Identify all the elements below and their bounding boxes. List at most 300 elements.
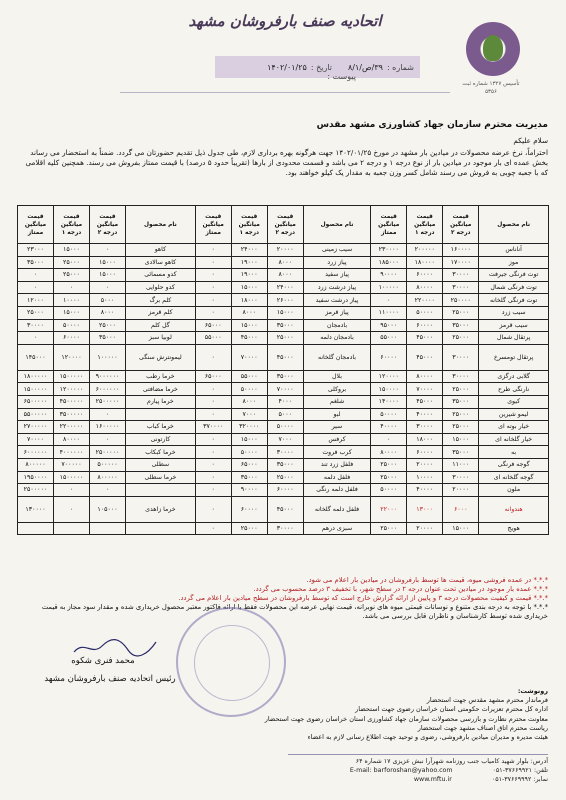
col-header-name: نام محصول — [303, 206, 371, 244]
price-cell: ۰ — [90, 244, 126, 257]
product-name-cell: کلم برگ — [126, 294, 196, 307]
col-header-deg1: قیمت میانگین درجه ۱ — [231, 206, 267, 244]
price-cell: ۷۰۰۰۰ — [267, 383, 303, 396]
table-row — [18, 395, 549, 408]
price-cell: ۴۵۰۰۰ — [231, 332, 267, 345]
price-cell: ۱۵۰۰۰ — [443, 522, 479, 535]
price-cell: ۵۰۰۰۰ — [54, 319, 90, 332]
product-name-cell: توت فرنگی جیرفت — [479, 269, 549, 282]
price-cell: ۲۵۰۰۰۰۰ — [90, 395, 126, 408]
product-name-cell: توت فرنگی شمال — [479, 281, 549, 294]
price-cell: ۰ — [195, 433, 231, 446]
price-cell: ۵۰۰۰ — [90, 294, 126, 307]
product-name-cell: پرتقال تومسرخ — [479, 344, 549, 370]
price-cell: ۵۵۰۰۰ — [371, 332, 407, 345]
product-name-cell: گل کلم — [126, 319, 196, 332]
price-cell: ۶۵۰۰۰۰۰ — [18, 395, 54, 408]
table-row — [18, 306, 549, 319]
price-cell: ۴۰۰۰۰ — [407, 408, 443, 421]
product-name-cell: هویج — [479, 522, 549, 535]
price-cell: ۰ — [90, 433, 126, 446]
price-cell: ۰ — [195, 471, 231, 484]
price-cell: ۲۲۰۰۰۰۰ — [54, 421, 90, 434]
price-cell: ۰ — [195, 408, 231, 421]
table-row — [18, 281, 549, 294]
product-name-cell: بادمجان — [303, 319, 371, 332]
logo-subtext: تأسیس ۱۳۲۷ شماره ثبت ۵۳۵۶ — [462, 81, 520, 95]
col-header-deg2: قیمت میانگین درجه ۲ — [90, 206, 126, 244]
price-cell: ۲۳۰۰۰۰ — [371, 244, 407, 257]
price-cell: ۰ — [54, 496, 90, 522]
price-cell: ۶۰۰۰۰۰۰ — [18, 446, 54, 459]
price-cell: ۴۵۰۰۰ — [407, 344, 443, 370]
product-name-cell: بروکلی — [303, 383, 371, 396]
footer-contact-row — [18, 775, 548, 784]
price-cell: ۶۰۰۰ — [443, 496, 479, 522]
table-row — [18, 269, 549, 282]
price-cell: ۸۰۰۰ — [90, 306, 126, 319]
table-row — [18, 433, 549, 446]
product-name-cell: پیاز قرمز — [303, 306, 371, 319]
table-row — [18, 408, 549, 421]
price-cell: ۷۰۰۰۰ — [18, 433, 54, 446]
price-cell: ۷۰۰۰۰ — [231, 344, 267, 370]
price-cell: ۰ — [18, 281, 54, 294]
price-cell — [18, 522, 54, 535]
price-cell: ۰ — [195, 496, 231, 522]
price-cell: ۲۵۰۰۰ — [90, 319, 126, 332]
cc-line: ریاست محترم اتاق اصناف مشهد جهت استحضار — [417, 723, 548, 732]
number-value: ۳۹/ص/۸/۱ — [347, 62, 383, 72]
signatory-title: رئیس اتحادیه صنف بارفروشان مشهد — [44, 674, 176, 684]
price-cell: ۰ — [195, 281, 231, 294]
product-name-cell: خیار گلخانه ای — [479, 433, 549, 446]
product-name-cell: سطلی — [126, 458, 196, 471]
price-cell: ۳۵۰۰۰ — [443, 395, 479, 408]
price-cell: ۱۹۵۰۰۰۰ — [18, 471, 54, 484]
footer-web: www.mftu.ir — [413, 776, 452, 783]
price-cell: ۰ — [90, 281, 126, 294]
price-cell: ۲۵۰۰۰۰۰ — [90, 446, 126, 459]
brand-title: اتحادیه صنف بارفروشان مشهد — [188, 12, 382, 30]
product-name-cell: کدو حلوایی — [126, 281, 196, 294]
product-name-cell: پرتقال شمال — [479, 332, 549, 345]
price-cell: ۰ — [195, 256, 231, 269]
price-cell: ۱۰۰۰۰۰ — [371, 281, 407, 294]
col-header-name: نام محصول — [479, 206, 549, 244]
price-cell: ۴۵۰۰۰۰۰ — [54, 395, 90, 408]
product-name-cell: هندوانه — [479, 496, 549, 522]
table-row — [18, 294, 549, 307]
price-cell: ۴۵۰۰۰ — [267, 496, 303, 522]
product-name-cell: سیر — [303, 421, 371, 434]
product-name-cell — [126, 484, 196, 497]
price-cell: ۱۵۰۰۰ — [54, 244, 90, 257]
price-cell: ۰ — [195, 294, 231, 307]
price-cell: ۳۵۰۰۰ — [443, 446, 479, 459]
price-cell: ۱۵۰۰۰ — [90, 269, 126, 282]
price-cell: ۴۰۰۰ — [267, 395, 303, 408]
price-cell: ۲۵۰۰۰ — [54, 256, 90, 269]
product-name-cell: کرب فروت — [303, 446, 371, 459]
price-cell: ۰ — [195, 395, 231, 408]
col-header-deg1: قیمت میانگین درجه ۱ — [54, 206, 90, 244]
price-cell — [54, 522, 90, 535]
price-cell: ۱۹۰۰۰ — [231, 269, 267, 282]
product-name-cell: لوبیا سبز — [126, 332, 196, 345]
price-cell: ۰ — [195, 458, 231, 471]
price-cell: ۳۰۰۰۰ — [443, 471, 479, 484]
price-cell: ۶۰۰۰۰ — [54, 332, 90, 345]
price-cell: ۵۰۰۰۰۰ — [90, 458, 126, 471]
price-cell: ۲۵۰۰۰ — [18, 306, 54, 319]
price-cell: ۸۰۰۰ — [231, 395, 267, 408]
price-cell: ۰ — [195, 244, 231, 257]
product-name-cell: پیاز سفید — [303, 269, 371, 282]
date-value: ۱۴۰۲/۰۱/۲۵ — [267, 62, 307, 72]
price-cell: ۲۲۰۰۰ — [371, 496, 407, 522]
price-cell: ۷۰۰۰۰۰ — [54, 458, 90, 471]
price-cell: ۶۰۰۰۰ — [231, 496, 267, 522]
price-cell: ۳۵۰۰۰ — [231, 471, 267, 484]
signatory-name: محمد فنری شکوه — [71, 656, 135, 666]
price-cell: ۲۵۰۰۰ — [54, 269, 90, 282]
price-cell: ۲۵۰۰۰۰۰ — [18, 484, 54, 497]
table-row — [18, 522, 549, 535]
price-cell: ۱۹۰۰۰ — [231, 256, 267, 269]
attachment-row — [215, 72, 420, 86]
price-cell: ۱۸۰۰۰۰۰ — [18, 370, 54, 383]
price-cell: ۶۰۰۰۰ — [407, 446, 443, 459]
price-cell: ۸۰۰۰۰ — [407, 370, 443, 383]
price-cell: ۳۵۰۰۰ — [267, 319, 303, 332]
product-name-cell: لیمونترش سنگی — [126, 344, 196, 370]
price-cell: ۲۵۰۰۰ — [371, 522, 407, 535]
price-cell: ۰ — [195, 522, 231, 535]
price-cell: ۳۵۰۰۰ — [18, 256, 54, 269]
letterhead — [0, 6, 566, 106]
product-name-cell: گوجه گلخانه ای — [479, 471, 549, 484]
product-name-cell: خرما مضافتی — [126, 383, 196, 396]
cc-line: اداره کل محترم تعزیرات حکومتی استان خراسان رضوی جهت استحضار — [355, 705, 548, 714]
price-cell: ۵۰۰۰۰ — [407, 306, 443, 319]
price-cell: ۱۰۰۰۰۰ — [90, 344, 126, 370]
intro-paragraph: احتراماً، نرخ عرضه محصولات در میادین بار مشهد در مورخ ۱۴۰۲/۰۱/۲۵ جهت هرگونه بهره برداری لازم، طی جدول ذیل تقدیم حضورتان می گردد. ضمناً به استحضار می رساند بخش عمده ای بار موجود در میادین بار از نوع درجه ۱ و درجه ۲ می باشد و قسمت محدودی از بارها (تقریباً حدود ۵ درصد) با قیمت ممتاز بفروش می رسند. همچنین کلیه اقلامی که با جعبه چوبی به فروش می رسند شامل کسر وزن جعبه به مقدار یک کیلو خواهند بود. — [25, 148, 548, 178]
price-cell: ۵۰۰۰۰ — [231, 383, 267, 396]
product-name-cell — [126, 408, 196, 421]
price-cell: ۰ — [90, 484, 126, 497]
product-name-cell: کارتونی — [126, 433, 196, 446]
attachment-label: پیوست : — [327, 72, 356, 81]
product-name-cell: بادمجان دلمه — [303, 332, 371, 345]
price-cell: ۶۰۰۰۰ — [267, 484, 303, 497]
price-cell: ۹۵۰۰۰ — [371, 319, 407, 332]
price-cell: ۶۵۰۰۰ — [195, 370, 231, 383]
product-name-cell: فلفل دلمه گلخانه — [303, 496, 371, 522]
price-cell: ۲۵۰۰۰ — [443, 421, 479, 434]
product-name-cell: سبزی درهم — [303, 522, 371, 535]
product-name-cell: کاهو سالادی — [126, 256, 196, 269]
cc-line: هیئت مدیره و مدیران میادین بارفروشی، رضوی و توحید جهت اطلاع رسانی لازم به اعضاء — [307, 733, 548, 742]
price-cell: ۴۵۰۰۰ — [407, 332, 443, 345]
price-cell: ۲۰۰۰۰ — [407, 522, 443, 535]
table-header-row — [18, 206, 549, 244]
price-cell: ۳۰۰۰۰ — [443, 269, 479, 282]
table-row — [18, 256, 549, 269]
price-cell: ۷۰۰۰ — [231, 408, 267, 421]
table-row — [18, 370, 549, 383]
col-header-deg2: قیمت میانگین درجه ۲ — [443, 206, 479, 244]
col-header-deg1: قیمت میانگین درجه ۱ — [407, 206, 443, 244]
price-cell: ۱۸۰۰۰ — [407, 433, 443, 446]
price-cell: ۹۰۰۰۰ — [231, 484, 267, 497]
price-cell: ۴۰۰۰۰۰۰ — [54, 446, 90, 459]
price-table — [17, 205, 549, 535]
product-name-cell: خرما کبکاب — [126, 446, 196, 459]
price-cell: ۰ — [371, 433, 407, 446]
price-cell: ۲۰۰۰۰۰ — [407, 244, 443, 257]
note-line: *.*.* قیمت و کیفیت محصولات درجه ۳ و پایین از ارائه گزارش خارج است که توسط بارفروشان در سطح میادین بار اعلام می گردد. — [178, 594, 548, 602]
note-line: *.*.* با توجه به درجه بندی متنوع و نوسانات قیمتی میوه های نوبرانه، قیمت نهایی عرضه این محصولات فقط با ارائه فاکتور معتبر محصول خریداری شده و مقدار سود مجاز به قیمت خریداری شده توسط کارشناسان و ناظران قابل بررسی می باشد. — [41, 603, 548, 620]
price-cell: ۲۵۰۰۰ — [267, 332, 303, 345]
product-name-cell: نارنگی طرح — [479, 383, 549, 396]
salutation: سلام علیکم — [513, 136, 548, 145]
price-cell: ۱۵۰۰۰ — [443, 433, 479, 446]
footer-email: E-mail: barforoshan@yahoo.com — [349, 767, 453, 774]
price-cell: ۰ — [371, 294, 407, 307]
price-cell: ۲۵۰۰۰۰ — [443, 294, 479, 307]
price-cell: ۸۰۰۰۰۰ — [18, 458, 54, 471]
product-name-cell: خرما زاهدی — [126, 496, 196, 522]
price-cell: ۶۰۰۰۰ — [407, 319, 443, 332]
price-cell: ۸۰۰۰ — [267, 256, 303, 269]
price-cell: ۱۱۰۰۰ — [443, 458, 479, 471]
footer-phone: تلفن: ۳۷۶۶۹۹۲۱-۰۵۱ — [492, 767, 548, 774]
col-header-name: نام محصول — [126, 206, 196, 244]
price-cell: ۲۵۰۰۰ — [267, 471, 303, 484]
price-cell: ۵۰۰۰۰ — [267, 421, 303, 434]
price-cell: ۰ — [18, 332, 54, 345]
price-cell: ۱۶۰۰۰۰۰ — [90, 421, 126, 434]
table-row — [18, 383, 549, 396]
note-line: *.*.* عمده بار موجود در میادین تحت عنوان درجه ۲ در سطح شهر، با تخفیف ۳ درصد محسوب می گردد. — [253, 585, 548, 593]
number-label: شماره : — [386, 62, 414, 72]
price-cell: ۲۰۰۰۰ — [267, 244, 303, 257]
price-cell: ۲۳۰۰۰ — [18, 244, 54, 257]
product-name-cell: پیاز زرد — [303, 256, 371, 269]
price-cell: ۲۵۰۰۰ — [443, 306, 479, 319]
price-cell: ۰ — [195, 269, 231, 282]
product-name-cell: خرما پیارم — [126, 395, 196, 408]
price-cell: ۱۵۰۰۰ — [90, 256, 126, 269]
col-header-prem: قیمت میانگین ممتاز — [18, 206, 54, 244]
price-cell: ۱۲۰۰۰ — [18, 294, 54, 307]
date-label: تاریخ : — [310, 62, 332, 72]
footer-fax: نمابر: ۳۷۶۶۹۹۹۲-۰۵۱ — [491, 776, 548, 783]
price-cell: ۱۷۰۰۰۰ — [443, 256, 479, 269]
price-cell: ۰ — [195, 306, 231, 319]
price-cell: ۶۰۰۰۰ — [407, 269, 443, 282]
product-name-cell — [126, 522, 196, 535]
product-name-cell: کرفس — [303, 433, 371, 446]
price-cell: ۶۵۰۰۰ — [231, 458, 267, 471]
price-cell: ۳۵۰۰۰ — [443, 319, 479, 332]
price-cell: ۸۰۰۰۰۰ — [90, 471, 126, 484]
cc-heading: رونوشت: — [517, 687, 548, 695]
price-cell: ۶۰۰۰۰ — [371, 344, 407, 370]
table-row — [18, 332, 549, 345]
table-row — [18, 344, 549, 370]
col-header-deg2: قیمت میانگین درجه ۲ — [267, 206, 303, 244]
price-cell: ۱۰۵۰۰۰ — [90, 496, 126, 522]
price-cell: ۰ — [195, 383, 231, 396]
product-name-cell: خرما سطلی — [126, 471, 196, 484]
price-table-wrapper — [17, 205, 549, 535]
price-cell: ۱۲۰۰۰۰ — [371, 370, 407, 383]
product-name-cell: کیوی — [479, 395, 549, 408]
price-cell: ۵۰۰۰ — [267, 408, 303, 421]
product-name-cell: پیاز درشت سفید — [303, 294, 371, 307]
footer-contact-row — [18, 766, 548, 775]
table-row — [18, 446, 549, 459]
price-cell: ۰ — [54, 484, 90, 497]
product-name-cell: گلابی درگزی — [479, 370, 549, 383]
price-cell: ۴۰۰۰۰ — [371, 421, 407, 434]
price-cell: ۲۵۰۰۰ — [371, 471, 407, 484]
table-row — [18, 421, 549, 434]
product-name-cell: سیب زرد — [479, 306, 549, 319]
price-cell: ۸۰۰۰۰ — [407, 281, 443, 294]
price-cell: ۲۰۰۰۰ — [443, 484, 479, 497]
product-name-cell: لبو — [303, 408, 371, 421]
table-row — [18, 484, 549, 497]
table-row — [18, 496, 549, 522]
price-cell: ۰ — [195, 484, 231, 497]
price-cell: ۳۰۰۰۰ — [267, 446, 303, 459]
price-cell: ۶۰۰۰۰۰۰ — [90, 383, 126, 396]
product-name-cell: بلال — [303, 370, 371, 383]
table-row — [18, 244, 549, 257]
price-cell: ۳۵۰۰۰ — [267, 370, 303, 383]
price-cell: ۱۳۰۰۰ — [407, 496, 443, 522]
signature-scribble-icon — [70, 636, 160, 658]
product-name-cell: کلم قرمز — [126, 306, 196, 319]
price-cell: ۰ — [195, 446, 231, 459]
price-cell: ۳۵۰۰۰ — [267, 458, 303, 471]
price-cell: ۱۴۰۰۰۰ — [371, 395, 407, 408]
price-cell: ۳۲۰۰۰۰ — [231, 421, 267, 434]
product-name-cell: لیمو شیرین — [479, 408, 549, 421]
price-cell: ۳۷۰۰۰۰ — [195, 421, 231, 434]
price-cell: ۲۷۰۰۰۰۰ — [18, 421, 54, 434]
price-cell: ۱۳۰۰۰۰ — [18, 496, 54, 522]
price-cell: ۹۰۰۰۰ — [371, 269, 407, 282]
price-cell: ۲۵۰۰۰ — [443, 383, 479, 396]
price-cell: ۰ — [18, 269, 54, 282]
price-cell: ۲۴۰۰۰ — [267, 281, 303, 294]
product-name-cell: کاهو — [126, 244, 196, 257]
product-name-cell: به — [479, 446, 549, 459]
price-cell: ۱۵۰۰۰۰۰ — [54, 370, 90, 383]
price-cell: ۱۸۵۰۰۰ — [371, 256, 407, 269]
price-cell: ۱۴۵۰۰۰ — [18, 344, 54, 370]
price-cell: ۳۵۰۰۰ — [90, 332, 126, 345]
price-cell: ۰ — [195, 344, 231, 370]
price-cell: ۵۰۰۰۰ — [371, 484, 407, 497]
product-name-cell: پیاز درشت زرد — [303, 281, 371, 294]
price-cell: ۳۵۰۰۰۰۰ — [54, 408, 90, 421]
cc-line: فرماندار محترم مشهد مقدس جهت استحضار — [426, 696, 548, 705]
price-cell: ۱۵۰۰۰ — [231, 433, 267, 446]
price-cell: ۵۵۰۰۰ — [231, 370, 267, 383]
price-cell: ۲۵۰۰۰ — [443, 408, 479, 421]
product-name-cell: خرما کباب — [126, 421, 196, 434]
product-name-cell: فلفل دلمه رنگی — [303, 484, 371, 497]
footer-address: آدرس: بلوار شهید کامیاب جنب روزنامه شهرآرا نبش عزیزی ۱۷ شماره ۶۴ — [355, 758, 548, 765]
product-name-cell: سیب زمینی — [303, 244, 371, 257]
table-row — [18, 471, 549, 484]
price-cell: ۲۶۰۰۰ — [267, 294, 303, 307]
price-cell: ۱۰۰۰۰ — [54, 294, 90, 307]
price-cell: ۲۵۰۰۰ — [231, 522, 267, 535]
price-cell: ۱۸۰۰۰ — [231, 294, 267, 307]
price-cell: ۵۰۰۰۰ — [371, 408, 407, 421]
price-cell: ۱۲۰۰۰۰۰ — [54, 383, 90, 396]
price-cell: ۱۱۰۰۰۰ — [371, 306, 407, 319]
price-cell: ۸۰۰۰ — [267, 269, 303, 282]
price-cell: ۶۵۰۰۰ — [195, 319, 231, 332]
table-row — [18, 458, 549, 471]
note-line: *.*.* در عمده فروشی میوه، قیمت ها توسط بارفروشان در میادین بار اعلام می شود. — [306, 576, 548, 584]
price-cell: ۱۵۰۰۰۰۰ — [18, 383, 54, 396]
product-name-cell: خرما رطب — [126, 370, 196, 383]
price-cell: ۳۰۰۰۰ — [18, 319, 54, 332]
product-name-cell: گوجه فرنگی — [479, 458, 549, 471]
price-cell: ۲۴۰۰۰ — [231, 244, 267, 257]
price-cell: ۲۵۰۰۰ — [371, 458, 407, 471]
product-name-cell: موز — [479, 256, 549, 269]
addressee: مدیریت محترم سازمان جهاد کشاورزی مشهد مقدس — [316, 120, 548, 130]
price-cell: ۳۰۰۰۰ — [443, 344, 479, 370]
price-cell: ۲۵۰۰۰ — [443, 332, 479, 345]
notes-block — [18, 576, 548, 621]
price-cell: ۰ — [54, 281, 90, 294]
price-cell: ۱۵۰۰۰ — [54, 306, 90, 319]
product-name-cell: بادمجان گلخانه — [303, 344, 371, 370]
price-cell: ۴۰۰۰۰ — [407, 484, 443, 497]
price-cell: ۱۸۰۰۰۰ — [407, 256, 443, 269]
table-row — [18, 319, 549, 332]
price-cell: ۴۵۰۰۰ — [407, 395, 443, 408]
price-cell: ۸۰۰۰۰ — [54, 433, 90, 446]
price-cell: ۷۰۰۰ — [267, 433, 303, 446]
price-cell: ۲۲۰۰۰۰ — [407, 294, 443, 307]
union-logo-icon — [466, 22, 520, 76]
product-name-cell: کدو مسمائی — [126, 269, 196, 282]
col-header-prem: قیمت میانگین ممتاز — [195, 206, 231, 244]
product-name-cell: آناناس — [479, 244, 549, 257]
price-cell: ۵۰۰۰۰ — [231, 446, 267, 459]
price-cell: ۴۵۰۰۰ — [267, 344, 303, 370]
price-cell: ۳۰۰۰۰ — [267, 522, 303, 535]
product-name-cell: ملون — [479, 484, 549, 497]
price-cell: ۰ — [90, 408, 126, 421]
price-cell — [90, 522, 126, 535]
product-name-cell: فلفل زرد تند — [303, 458, 371, 471]
product-name-cell: سیب قرمز — [479, 319, 549, 332]
product-name-cell: شلغم — [303, 395, 371, 408]
price-cell: ۸۰۰۰ — [231, 306, 267, 319]
